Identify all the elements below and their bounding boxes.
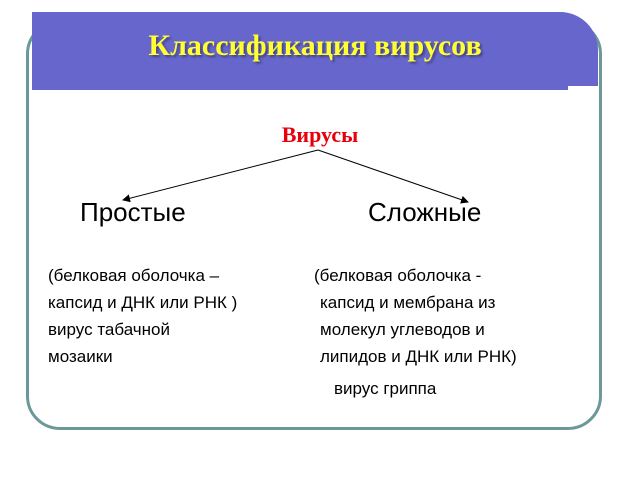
simple-description: [48, 262, 237, 370]
branch-simple-label: Простые: [80, 197, 186, 227]
complex-description-line: (белковая оболочка -: [314, 266, 482, 285]
simple-description-line: (белковая оболочка –: [48, 266, 220, 285]
arrow-to-simple: [123, 150, 318, 200]
arrow-to-complex: [318, 150, 468, 202]
complex-example: вирус гриппа: [334, 379, 437, 398]
root-node: Вирусы: [281, 122, 359, 147]
complex-description-line: молекул углеводов и: [320, 320, 485, 339]
complex-description-line: липидов и ДНК или РНК): [320, 347, 517, 366]
complex-description: [314, 262, 517, 370]
simple-description-line: вирус табачной: [48, 320, 170, 339]
branch-complex-label: Сложные: [368, 197, 482, 227]
simple-description-line: капсид и ДНК или РНК ): [48, 293, 238, 312]
simple-description-line: мозаики: [48, 347, 113, 366]
slide-title: Классификация вирусов: [148, 29, 482, 62]
complex-description-line: капсид и мембрана из: [320, 293, 496, 312]
